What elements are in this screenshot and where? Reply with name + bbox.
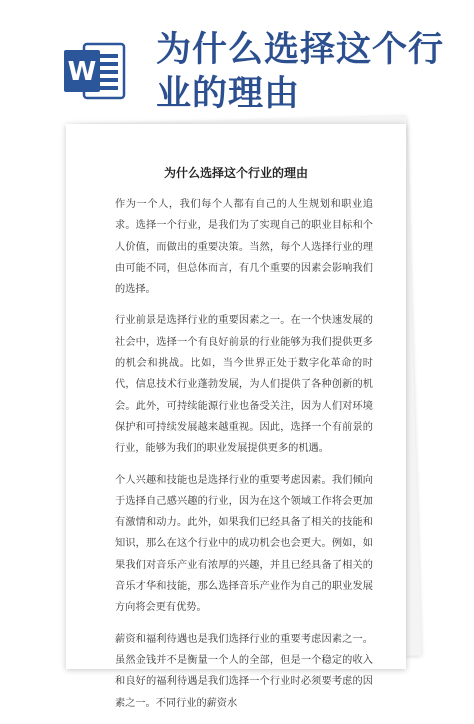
paragraph: 个人兴趣和技能也是选择行业的重要考虑因素。我们倾向于选择自己感兴趣的行业，因为在这个领域工作将会更加有激情和动力。此外，如果我们已经具备了相关的技能和知识，那么在这个行业中的成功机会也会更大。例如，如果我们对音乐产业有浓厚的兴趣，并且已经具备了相关的音乐才华和技能，那么选择音乐产业作为自己的职业发展方向将会更有优势。 <box>115 474 373 614</box>
paragraph: 薪资和福利待遇也是我们选择行业的重要考虑因素之一。虽然金钱并不是衡量一个人的全部，但是一个稳定的收入和良好的福利待遇是我们选择一个行业时必须要考虑的因素之一。不同行业的薪资水 <box>115 633 373 709</box>
paragraph: 行业前景是选择行业的重要因素之一。在一个快速发展的社会中，选择一个有良好前景的行业能够为我们提供更多的机会和挑战。比如，当今世界正处于数字化革命的时代，信息技术行业蓬勃发展，为人们提供了各种创新的机会。此外，可持续能源行业也备受关注，因为人们对环境保护和可持续发展越来越重视。因此，选择一个有前景的行业，能够为我们的职业发展提供更多的机遇。 <box>115 315 373 455</box>
document-title: 为什么选择这个行业的理由 <box>163 166 308 180</box>
word-icon-letter: W <box>67 57 97 87</box>
document-body <box>115 194 373 724</box>
banner-title: 为什么选择这个行业的理由 <box>156 30 445 114</box>
document-page <box>66 124 406 709</box>
header-banner <box>0 0 474 120</box>
word-document-icon <box>62 38 128 104</box>
paragraph: 作为一个人，我们每个人都有自己的人生规划和职业追求。选择一个行业，是我们为了实现自己的职业目标和个人价值，而做出的重要决策。当然，每个人选择行业的理由可能不同，但总体而言，有几个重要的因素会影响我们的选择。 <box>115 199 373 296</box>
